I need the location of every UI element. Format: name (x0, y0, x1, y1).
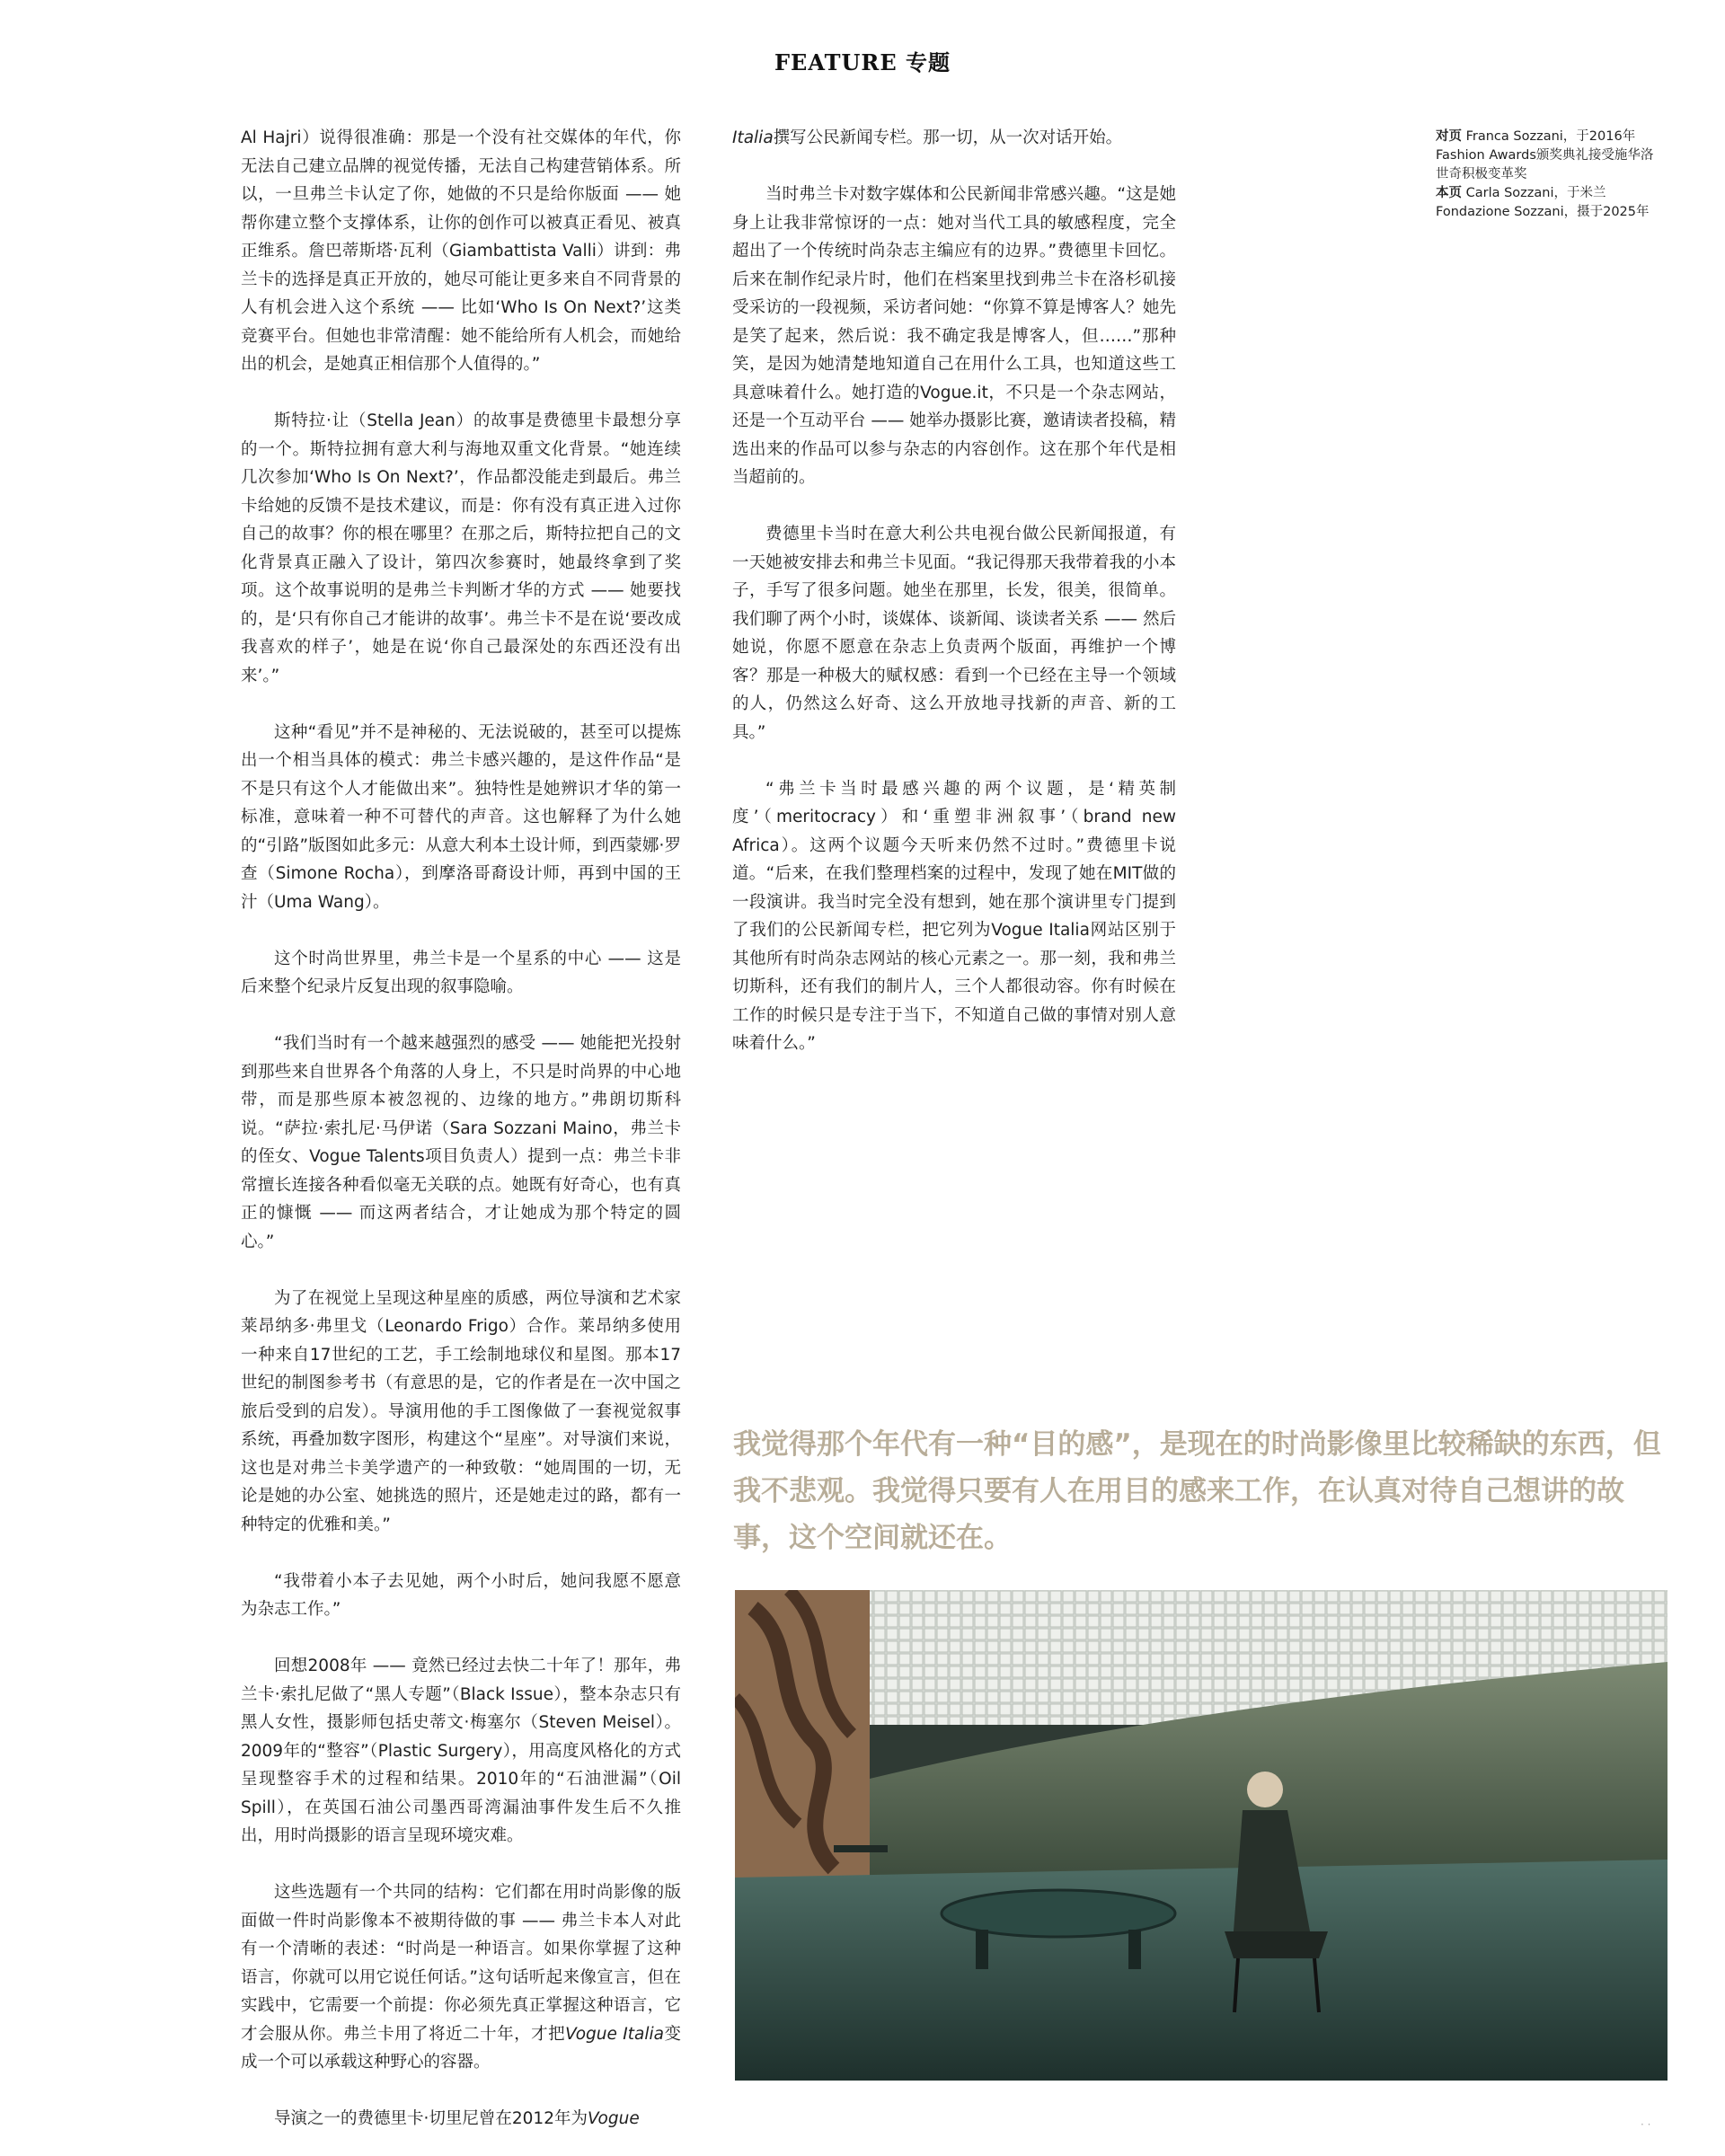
caption-label: 对页 (1436, 129, 1462, 144)
text-run: 这些选题有一个共同的结构：它们都在用时尚影像的版面做一件时尚影像本不被期待做的事 —— 弗兰卡本人对此有一个清晰的表述：“时尚是一种语言。如果你掌握了这种语言，你就可以用它说任何话。”这句话听起来像宣言，但在实践中，它需要一个前提：你必须先真正掌握这种语言，它才会服从你。弗兰卡用了将近二十年，才把 (241, 1883, 681, 2044)
text-run: 导演之一的费德里卡·切里尼曾在2012年为 (274, 2109, 588, 2128)
magazine-title: Vogue (587, 2109, 640, 2128)
seated-figure-head (1247, 1772, 1283, 1807)
paragraph: 回想2008年 —— 竟然已经过去快二十年了！那年，弗兰卡·索扎尼做了“黑人专题”（Black Issue），整本杂志只有黑人女性，摄影师包括史蒂文·梅塞尔（Steven Meisel）。2009年的“整容”（Plastic Surgery），用高度风格化的方式呈现整容手术的过程和结果。2010年的“石油泄漏”（Oil Spill），在英国石油公司墨西哥湾漏油事件发生后不久推出，用时尚摄影的语言呈现环境灾难。 (241, 1657, 681, 1845)
caption-line-2 (1436, 184, 1666, 222)
paragraph: “我带着小本子去见她，两个小时后，她问我愿不愿意为杂志工作。” (241, 1571, 681, 1619)
paragraph: 这种“看见”并不是神秘的、无法说破的，甚至可以提炼出一个相当具体的模式：弗兰卡感兴趣的，是这件作品“是不是只有这个人才能做出来”。独特性是她辨识才华的第一标准，意味着一种不可替代的声音。这也解释了为什么她的“引路”版图如此多元：从意大利本土设计师，到西蒙娜·罗查（Simone Rocha），到摩洛哥裔设计师，再到中国的王汁（Uma Wang）。 (241, 722, 681, 912)
article-column-2 (732, 124, 1176, 1058)
caption-label: 本页 (1436, 186, 1462, 200)
paragraph: “我们当时有一个越来越强烈的感受 —— 她能把光投射到那些来自世界各个角落的人身上，不只是时尚界的中心地带，而是那些原本被忽视的、边缘的地方。”弗朗切斯科说。“萨拉·索扎尼·马伊诺（Sara Sozzani Maino，弗兰卡的侄女、Vogue Talents项目负责人）提到一点：弗兰卡非常擅长连接各种看似毫无关联的点。她既有好奇心，也有真正的慷慨 —— 而这两者结合，才让她成为那个特定的圆心。” (241, 1034, 681, 1251)
magazine-title: Italia (732, 128, 774, 147)
paragraph: 这个时尚世界里，弗兰卡是一个星系的中心 —— 这是后来整个纪录片反复出现的叙事隐喻。 (241, 949, 681, 996)
page-folio: · · (1641, 2118, 1651, 2131)
paragraph: 费德里卡当时在意大利公共电视台做公民新闻报道，有一天她被安排去和弗兰卡见面。“我记得那天我带着我的小本子，手写了很多问题。她坐在那里，长发，很美，很简单。我们聊了两个小时，谈媒体、谈新闻、谈读者关系 —— 然后她说，你愿不愿意在杂志上负责两个版面，再维护一个博客？那是一种极大的赋权感：看到一个已经在主导一个领域的人，仍然这么好奇、这么开放地寻找新的声音、新的工具。” (732, 525, 1176, 742)
caption-text: Carla Sozzani，于米兰Fondazione Sozzani，摄于2025年 (1436, 186, 1650, 219)
photo-illustration (735, 1590, 1668, 2081)
paragraph: 为了在视觉上呈现这种星座的质感，两位导演和艺术家莱昂纳多·弗里戈（Leonardo Frigo）合作。莱昂纳多使用一种来自17世纪的工艺，手工绘制地球仪和星图。那本17世纪的制图参考书（有意思的是，它的作者是在一次中国之旅后受到的启发）。导演用他的手工图像做了一套视觉叙事系统，再叠加数字图形，构建这个“星座”。对导演们来说，这也是对弗兰卡美学遗产的一种致敬：“她周围的一切，无论是她的办公室、她挑选的照片，还是她走过的路，都有一种特定的优雅和美。” (241, 1288, 681, 1534)
paragraph: Al Hajri）说得很准确：那是一个没有社交媒体的年代，你无法自己建立品牌的视觉传播，无法自己构建营销体系。所以，一旦弗兰卡认定了你，她做的不只是给你版面 —— 她帮你建立整个支撑体系，让你的创作可以被真正看见、被真正维系。詹巴蒂斯塔·瓦利（Giambattista Valli）讲到：弗兰卡的选择是真正开放的，她尽可能让更多来自不同背景的人有机会进入这个系统 —— 比如‘Who Is On Next?’这类竞赛平台。但她也非常清醒：她不能给所有人机会，而她给出的机会，是她真正相信那个人值得的。” (241, 128, 681, 374)
feature-photo (735, 1590, 1668, 2081)
photo-caption (1436, 128, 1666, 222)
caption-line-1 (1436, 128, 1666, 184)
text-run: 撰写公民新闻专栏。那一切，从一次对话开始。 (773, 128, 1123, 147)
pull-quote: 我觉得那个年代有一种“目的感”，是现在的时尚影像里比较稀缺的东西，但我不悲观。我觉得只要有人在用目的感来工作，在认真对待自己想讲的故事，这个空间就还在。 (733, 1428, 1661, 1554)
section-header: FEATURE 专题 (774, 49, 951, 75)
paragraph: 当时弗兰卡对数字媒体和公民新闻非常感兴趣。“这是她身上让我非常惊讶的一点：她对当代工具的敏感程度，完全超出了一个传统时尚杂志主编应有的边界。”费德里卡回忆。后来在制作纪录片时，他们在档案里找到弗兰卡在洛杉矶接受采访的一段视频，采访者问她：“你算不算是博客人？她先是笑了起来，然后说：我不确定我是博客人，但……”那种笑，是因为她清楚地知道自己在用什么工具，也知道这些工具意味着什么。她打造的Vogue.it，不只是一个杂志网站，还是一个互动平台 —— 她举办摄影比赛，邀请读者投稿，精选出来的作品可以参与杂志的内容创作。这在那个年代是相当超前的。 (732, 185, 1176, 487)
paragraph (732, 124, 1176, 153)
paragraph: “弗兰卡当时最感兴趣的两个议题，是‘精英制度’（meritocracy）和‘重塑非洲叙事’（brand new Africa）。这两个议题今天听来仍然不过时。”费德里卡说道。“后来，在我们整理档案的过程中，发现了她在MIT做的一段演讲。我当时完全没有想到，她在那个演讲里专门提到了我们的公民新闻专栏，把它列为Vogue Italia网站区别于其他所有时尚杂志网站的核心元素之一。那一刻，我和弗兰切斯科，还有我们的制片人，三个人都很动容。你有时候在工作的时候只是专注于当下，不知道自己做的事情对别人意味着什么。” (732, 779, 1176, 1053)
caption-text: Franca Sozzani，于2016年Fashion Awards颁奖典礼接受施华洛世奇积极变革奖 (1436, 129, 1654, 181)
paragraph: 斯特拉·让（Stella Jean）的故事是费德里卡最想分享的一个。斯特拉拥有意大利与海地双重文化背景。“她连续几次参加‘Who Is On Next?’，作品都没能走到最后。弗兰卡给她的反馈不是技术建议，而是：你有没有真正进入过你自己的故事？你的根在哪里？在那之后，斯特拉把自己的文化背景真正融入了设计，第四次参赛时，她最终拿到了奖项。这个故事说明的是弗兰卡判断才华的方式 —— 她要找的，是‘只有你自己才能讲的故事’。弗兰卡不是在说‘要改成我喜欢的样子’，她是在说‘你自己最深处的东西还没有出来’。” (241, 411, 681, 685)
bench (834, 1845, 888, 1852)
paragraph (241, 2105, 681, 2134)
article-column-1 (241, 124, 681, 2134)
magazine-title: Vogue Italia (565, 2024, 664, 2044)
paragraph (241, 1878, 681, 2077)
green-floor (735, 1860, 1668, 2081)
text-run: 变成一个可以承载这种野心的容器。 (241, 2024, 681, 2072)
